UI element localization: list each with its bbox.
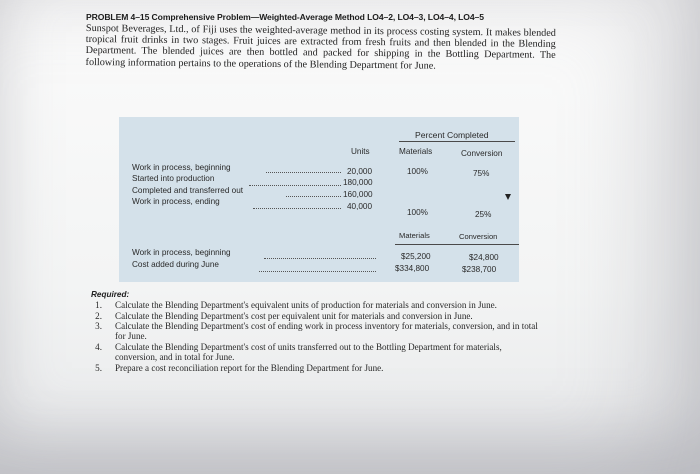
units-started: 180,000 [343, 178, 373, 187]
cost-materials-wip-beginning: $25,200 [401, 252, 431, 261]
leader-dots [264, 258, 376, 259]
materials-wip-beginning: 100% [407, 167, 428, 176]
row-label-completed: Completed and transferred out [132, 186, 244, 195]
required-item-text: Calculate the Blending Department's cost of units transferred out to the Bottling Department for materials, conversion, and in total for June. [115, 341, 502, 362]
row-label-cost-added: Cost added during June [132, 260, 219, 269]
cost-materials-added: $334,800 [395, 264, 430, 273]
required-item-number: 1. [95, 300, 102, 310]
conversion-wip-beginning: 75% [473, 169, 490, 178]
cost-conversion-header: Conversion [459, 232, 498, 241]
required-item-number: 4. [95, 341, 102, 352]
materials-wip-ending: 100% [407, 208, 428, 217]
conversion-header: Conversion [461, 149, 503, 158]
problem-intro: Sunspot Beverages, Ltd., of Fiji uses the weighted-average method in its process costing system. It makes blended tropical fruit drinks in two stages. Fruit juices are extracted from fresh fruits and then blended in the Blending Department. The blended juices are then bottled and packed for shipping in the Bottling Department. The following information pertains to the operations of the Blending Department for June. [85, 23, 556, 72]
units-header: Units [351, 147, 370, 156]
row-label-wip-beginning: Work in process, beginning [132, 163, 231, 172]
required-item [90, 300, 545, 310]
required-item-number: 3. [95, 321, 102, 332]
required-item [90, 311, 545, 321]
required-label: Required: [91, 290, 130, 299]
leader-dots [249, 185, 341, 186]
leader-dots [266, 172, 341, 173]
problem-heading: PROBLEM 4–15 Comprehensive Problem—Weighted-Average Method LO4–2, LO4–3, LO4–4, LO4–5 [86, 12, 484, 22]
cost-conversion-added: $238,700 [462, 265, 497, 274]
units-wip-beginning: 20,000 [347, 167, 373, 176]
percent-header-rule [399, 141, 515, 142]
cost-header-rule [395, 244, 519, 245]
required-item [90, 363, 545, 373]
arrow-marker [505, 194, 511, 200]
row-label-wip-ending: Work in process, ending [132, 197, 220, 206]
required-item-text: Calculate the Blending Department's cost per equivalent unit for materials and conversion in June. [115, 310, 473, 321]
percent-completed-header: Percent Completed [415, 130, 489, 140]
required-item-number: 5. [95, 362, 102, 373]
leader-dots [259, 271, 376, 272]
row-label-started: Started into production [132, 174, 215, 183]
required-item [90, 342, 545, 362]
data-table [119, 117, 519, 282]
conversion-wip-ending: 25% [475, 210, 492, 219]
leader-dots [253, 208, 341, 209]
leader-dots [286, 196, 341, 197]
materials-header: Materials [399, 147, 433, 156]
required-item-text: Calculate the Blending Department's cost of ending work in process inventory for materials, conversion, and in total for June. [115, 321, 538, 342]
required-item-text: Calculate the Blending Department's equivalent units of production for materials and conversion in June. [115, 300, 497, 310]
units-completed: 160,000 [343, 190, 373, 199]
required-item [90, 321, 545, 341]
row-label-cost-wip-beginning: Work in process, beginning [132, 248, 231, 257]
required-list [90, 300, 545, 373]
required-item-text: Prepare a cost reconciliation report for the Blending Department for June. [115, 362, 384, 373]
required-item-number: 2. [95, 310, 102, 321]
cost-materials-header: Materials [399, 231, 430, 240]
cost-conversion-wip-beginning: $24,800 [469, 253, 499, 262]
units-wip-ending: 40,000 [347, 202, 373, 211]
